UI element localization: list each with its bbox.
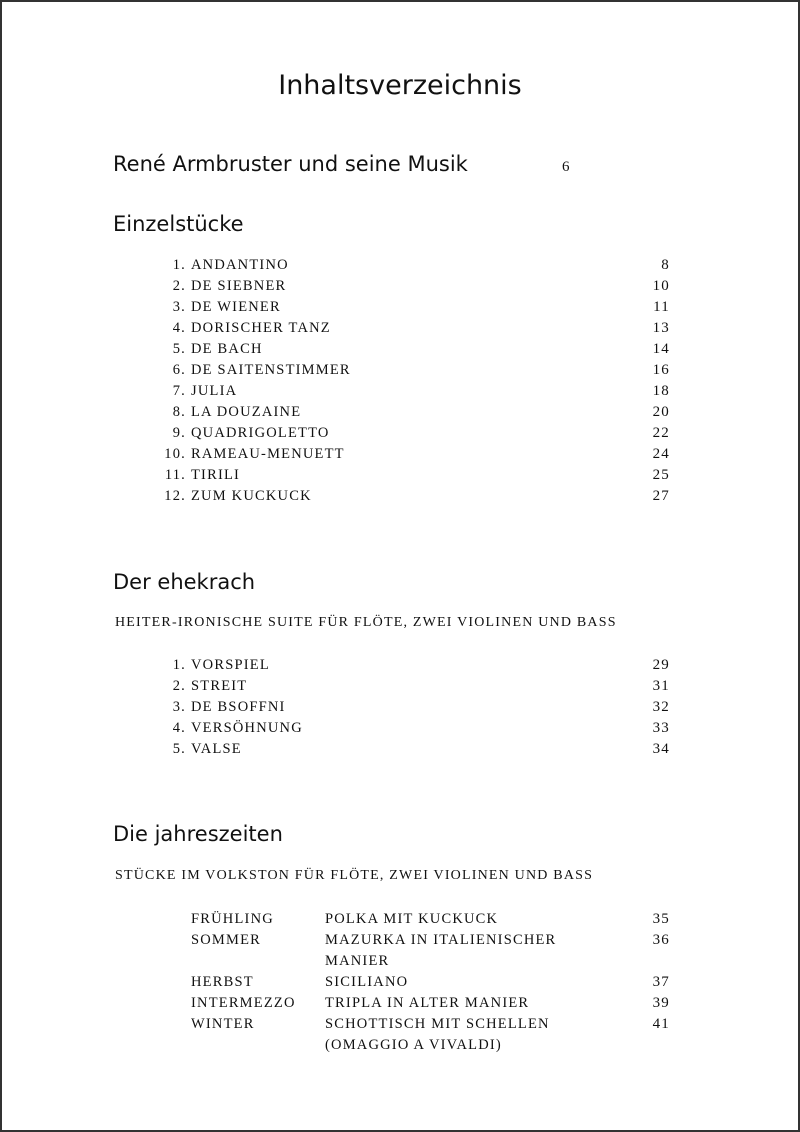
season-entry[interactable] [191, 930, 670, 972]
entry-number: 5. [172, 741, 186, 757]
entry-number: 12. [164, 488, 186, 504]
jahreszeiten-list [191, 909, 670, 1056]
entry-page: 35 [652, 911, 670, 927]
toc-entry[interactable] [160, 425, 670, 446]
entry-number: 3. [172, 299, 186, 315]
entry-title: ANDANTINO [191, 257, 289, 273]
entry-number: 11. [164, 467, 186, 483]
entry-page: 24 [652, 446, 670, 462]
toc-entry[interactable] [160, 467, 670, 488]
season-name: HERBST [191, 974, 254, 990]
entry-page: 41 [652, 1016, 670, 1032]
entry-number: 3. [172, 699, 186, 715]
entry-title: TIRILI [191, 467, 241, 483]
entry-page: 14 [652, 341, 670, 357]
entry-page: 11 [653, 299, 670, 315]
entry-title: DE SAITENSTIMMER [191, 362, 351, 378]
entry-page: 27 [652, 488, 670, 504]
entry-number: 2. [172, 678, 186, 694]
season-entry[interactable] [191, 972, 670, 993]
entry-page: 29 [652, 657, 670, 673]
entry-page: 32 [652, 699, 670, 715]
toc-entry[interactable] [160, 657, 670, 678]
toc-entry[interactable] [160, 446, 670, 467]
piece-title: SICILIANO [325, 974, 409, 990]
entry-page: 13 [652, 320, 670, 336]
entry-page: 31 [652, 678, 670, 694]
toc-entry[interactable] [160, 257, 670, 278]
ehekrach-list [160, 657, 670, 762]
einzel-heading: Einzelstücke [113, 212, 244, 236]
season-name: FRÜHLING [191, 911, 274, 927]
season-name: INTERMEZZO [191, 995, 296, 1011]
entry-title: DE WIENER [191, 299, 281, 315]
entry-number: 8. [172, 404, 186, 420]
toc-entry[interactable] [160, 488, 670, 509]
piece-title: MAZURKA IN ITALIENISCHER MANIER [325, 932, 557, 969]
entry-title: VERSÖHNUNG [191, 720, 303, 736]
entry-title: QUADRIGOLETTO [191, 425, 330, 441]
entry-number: 5. [172, 341, 186, 357]
toc-entry[interactable] [160, 404, 670, 425]
intro-heading: René Armbruster und seine Musik [113, 152, 468, 176]
jahreszeiten-heading: Die jahreszeiten [113, 822, 283, 846]
toc-entry[interactable] [160, 341, 670, 362]
entry-number: 4. [172, 320, 186, 336]
piece-title: POLKA MIT KUCKUCK [325, 911, 499, 927]
entry-page: 16 [652, 362, 670, 378]
piece-title: TRIPLA IN ALTER MANIER [325, 995, 530, 1011]
entry-title: RAMEAU-MENUETT [191, 446, 345, 462]
entry-number: 4. [172, 720, 186, 736]
entry-number: 7. [172, 383, 186, 399]
entry-title: VORSPIEL [191, 657, 270, 673]
toc-entry[interactable] [160, 678, 670, 699]
season-entry[interactable] [191, 993, 670, 1014]
ehekrach-heading: Der ehekrach [113, 570, 256, 594]
einzel-list [160, 257, 670, 509]
entry-page: 18 [652, 383, 670, 399]
entry-page: 8 [661, 257, 670, 273]
season-entry[interactable] [191, 909, 670, 930]
ehekrach-subtitle: HEITER-IRONISCHE SUITE FÜR FLÖTE, ZWEI VIOLINEN UND BASS [115, 615, 617, 630]
toc-entry[interactable] [160, 741, 670, 762]
season-name: WINTER [191, 1016, 255, 1032]
entry-number: 9. [172, 425, 186, 441]
entry-page: 33 [652, 720, 670, 736]
season-name: SOMMER [191, 932, 262, 948]
intro-page-number: 6 [562, 159, 570, 175]
entry-number: 2. [172, 278, 186, 294]
entry-title: DE BACH [191, 341, 263, 357]
entry-number: 1. [172, 257, 186, 273]
entry-title: VALSE [191, 741, 242, 757]
entry-title: ZUM KUCKUCK [191, 488, 312, 504]
toc-entry[interactable] [160, 299, 670, 320]
toc-entry[interactable] [160, 383, 670, 404]
entry-page: 39 [652, 995, 670, 1011]
entry-page: 34 [652, 741, 670, 757]
entry-page: 37 [652, 974, 670, 990]
entry-title: STREIT [191, 678, 248, 694]
entry-page: 10 [652, 278, 670, 294]
entry-title: LA DOUZAINE [191, 404, 302, 420]
entry-page: 20 [652, 404, 670, 420]
toc-entry[interactable] [160, 320, 670, 341]
entry-number: 10. [164, 446, 186, 462]
toc-entry[interactable] [160, 278, 670, 299]
entry-number: 6. [172, 362, 186, 378]
entry-number: 1. [172, 657, 186, 673]
page-title: Inhaltsverzeichnis [278, 70, 522, 101]
entry-title: DE BSOFFNI [191, 699, 286, 715]
entry-title: DORISCHER TANZ [191, 320, 331, 336]
toc-entry[interactable] [160, 720, 670, 741]
entry-title: DE SIEBNER [191, 278, 287, 294]
entry-page: 25 [652, 467, 670, 483]
entry-page: 36 [652, 932, 670, 948]
piece-title: SCHOTTISCH MIT SCHELLEN (OMAGGIO A VIVALDI) [325, 1016, 550, 1053]
jahreszeiten-subtitle: STÜCKE IM VOLKSTON FÜR FLÖTE, ZWEI VIOLINEN UND BASS [115, 868, 594, 883]
entry-page: 22 [652, 425, 670, 441]
season-entry[interactable] [191, 1014, 670, 1056]
entry-title: JULIA [191, 383, 238, 399]
toc-entry[interactable] [160, 699, 670, 720]
toc-entry[interactable] [160, 362, 670, 383]
